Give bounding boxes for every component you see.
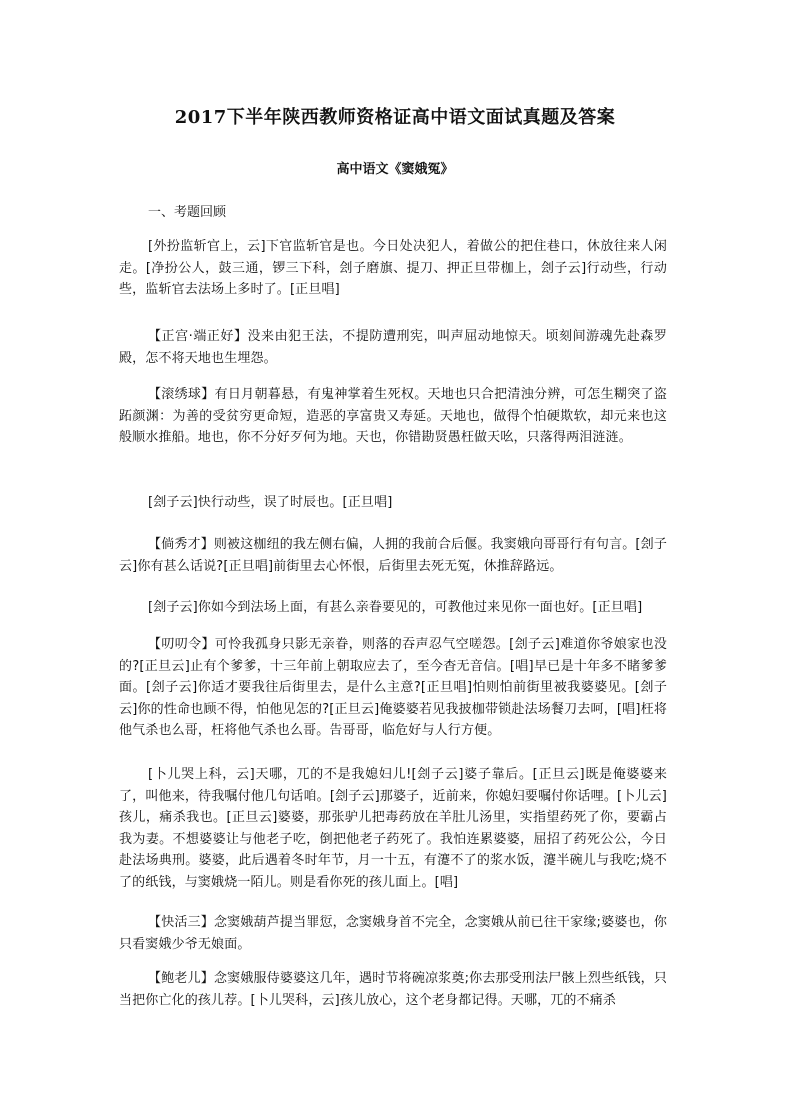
section-heading: 一、考题回顾: [148, 205, 227, 220]
paragraph: [外扮监斩官上，云]下官监斩官是也。今日处决犯人，着做公的把住巷口，休放往来人闲走。[净扮公人，鼓三通，锣三下科，刽子磨旗、提刀、押正旦带枷上，刽子云]行动些，行动些，监斩官去法场上多时了。[正旦唱]: [119, 239, 667, 297]
paragraph: 【快活三】念窦娥葫芦提当罪愆，念窦娥身首不完全，念窦娥从前已往干家缘;婆婆也，你只看窦娥少爷无娘面。: [119, 915, 667, 952]
paragraph: 【正宫·端正好】没来由犯王法，不提防遭刑宪，叫声屈动地惊天。顷刻间游魂先赴森罗殿，怎不将天地也生埋怨。: [119, 329, 667, 366]
paragraph: 【鲍老儿】念窦娥服侍婆婆这几年，遇时节将碗凉浆奠;你去那受刑法尸骸上烈些纸钱，只当把你亡化的孩儿荐。[卜儿哭科，云]孩儿放心，这个老身都记得。天哪，兀的不痛杀: [119, 971, 667, 1008]
paragraph: [卜儿哭上科，云]天哪，兀的不是我媳妇儿![刽子云]婆子靠后。[正旦云]既是俺婆婆来了，叫他来，待我嘱付他几句话咱。[刽子云]那婆子，近前来，你媳妇要嘱付你话哩。[卜儿云]孩儿，痛杀我也。[正旦云]婆婆，那张驴儿把毒药放在羊肚儿汤里，实指望药死了你，要霸占我为妻。不想婆婆让与他老子吃，倒把他老子药死了。我怕连累婆婆，屈招了药死公公，今日赴法场典刑。婆婆，此后遇着冬时年节，月一十五，有瀽不了的浆水饭，瀽半碗儿与我吃;烧不了的纸钱，与窦娥烧一陌儿。则是看你死的孩儿面上。[唱]: [119, 767, 667, 890]
document-subtitle: 高中语文《窦娥冤》: [336, 162, 454, 177]
paragraph: 【叨叨令】可怜我孤身只影无亲眷，则落的吞声忍气空嗟怨。[刽子云]难道你爷娘家也没的?[正旦云]止有个爹爹，十三年前上朝取应去了，至今杳无音信。[唱]早已是十年多不睹爹爹面。[刽子云]你适才要我往后街里去，是什么主意?[正旦唱]怕则怕前街里被我婆婆见。[刽子云]你的性命也顾不得，怕他见怎的?[正旦云]俺婆婆若见我披枷带锁赴法场餐刀去呵，[唱]枉将他气杀也么哥，枉将他气杀也么哥。告哥哥，临危好与人行方便。: [119, 637, 667, 738]
paragraph: [刽子云]快行动些，误了时辰也。[正旦唱]: [148, 495, 393, 510]
document-title: 2017下半年陕西教师资格证高中语文面试真题及答案: [174, 107, 616, 128]
paragraph: 【倘秀才】则被这枷纽的我左侧右偏，人拥的我前合后偃。我窦娥向哥哥行有句言。[刽子云]你有甚么话说?[正旦唱]前街里去心怀恨，后街里去死无冤，休推辞路远。: [119, 537, 667, 574]
paragraph: [刽子云]你如今到法场上面，有甚么亲眷要见的，可教他过来见你一面也好。[正旦唱]: [148, 600, 643, 615]
paragraph: 【滚绣球】有日月朝暮悬，有鬼神掌着生死权。天地也只合把清浊分辨，可怎生糊突了盗跖颜渊：为善的受贫穷更命短，造恶的享富贵又寿延。天地也，做得个怕硬欺软，却元来也这般顺水推船。地也，你不分好歹何为地。天也，你错勘贤愚枉做天吆，只落得两泪涟涟。: [119, 387, 667, 445]
